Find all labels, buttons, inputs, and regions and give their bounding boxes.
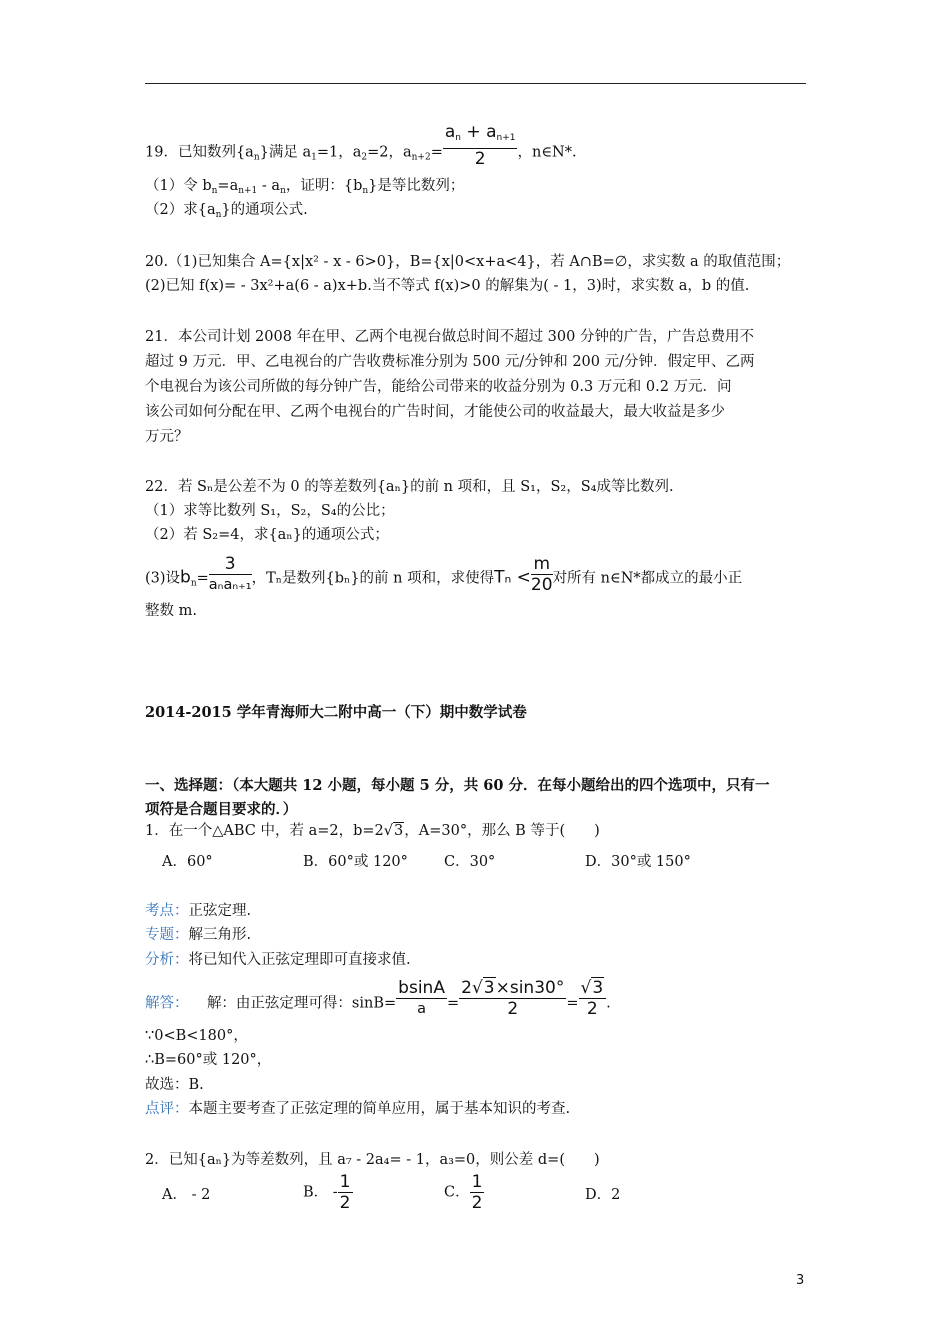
q21-line: 万元？ (145, 429, 189, 445)
q20-line1: 20.（1)已知集合 A={x|x² - x - 6>0}，B={x|0<x+a<4}，若 A∩B=∅，求实数 a 的取值范围； (145, 254, 791, 270)
mq2-option-d: D．2 (585, 1187, 621, 1203)
mq1-option-a: A．60° (162, 854, 213, 870)
header-rule (145, 83, 806, 84)
mq1-option-c: C．30° (444, 854, 496, 870)
q21-line: 超过 9 万元．甲、乙电视台的广告收费标准分别为 500 元/分钟和 200 元/分钟．假定甲、乙两 (145, 354, 755, 370)
section-header: 项符是合题目要求的．） (145, 801, 298, 818)
mq2-option-c: C． $\frac{1}{2}$ (444, 1172, 483, 1213)
mq1-step: ∴B=60°或 120°， (145, 1052, 272, 1068)
q19-part1: （1）令 $b_n=a_{n+1} - a_n$，证明：$\{b_n\}$是等比数列； (145, 178, 465, 196)
mq1-option-b: B．60°或 120° (303, 854, 408, 870)
section-header: 一、选择题：（本大题共 12 小题，每小题 5 分，共 60 分．在每小题给出的四个选项中，只有一 (145, 777, 770, 794)
mq1-dianping: 点评：本题主要考查了正弦定理的简单应用，属于基本知识的考查. (145, 1101, 571, 1117)
q22-part3: (3)设$b_n=$ $\frac{3}{\text{aₙaₙ₊₁}}$ ，Tₙ是数列{bₙ}的前 n 项和，求使得Tₙ < $\frac{m}{20}$ 对所有 n∈N*都成立的最小正 (145, 554, 743, 595)
q20-line2: (2)已知 f(x)= - 3x²+a(6 - a)x+b.当不等式 f(x)>0 的解集为( - 1，3)时，求实数 a，b 的值. (145, 278, 750, 294)
mq1-zhuanti: 专题：解三角形. (145, 927, 252, 943)
mq1-step: 故选：B. (145, 1077, 204, 1093)
mq1-fraction-3: $\frac{√3}{2}$ (579, 978, 607, 1019)
mq1-kaodian: 考点：正弦定理. (145, 903, 252, 919)
q22-part1: （1）求等比数列 S₁，S₂，S₄的公比； (145, 503, 395, 519)
mq1-jieda: 解答： 解：由正弦定理可得：sinB= $\frac{bsinA}{a}$ = $\frac{2√3\times\sin 30^\circ}{2}$ = $\frac{√3}{2}$ . (145, 978, 611, 1019)
mq1-fraction-1: $\frac{bsinA}{a}$ (398, 978, 445, 1017)
mq1-fenxi: 分析：将已知代入正弦定理即可直接求值. (145, 952, 411, 968)
mq1-fraction-2: $\frac{2√3\times\sin 30^\circ}{2}$ (461, 978, 565, 1019)
mq1-step: ∵0<B<180°， (145, 1028, 248, 1044)
q22-b-fraction: $\frac{3}{\text{aₙaₙ₊₁}}$ (208, 554, 252, 593)
mq2-option-b: B． - $\frac{1}{2}$ (303, 1172, 351, 1213)
page-number: 3 (796, 1273, 805, 1288)
q19-part2: （2）求$\{a_n\}$的通项公式. (145, 202, 308, 220)
q22-part3-cont: 整数 m. (145, 603, 197, 619)
exam-title: 2014-2015 学年青海师大二附中高一（下）期中数学试卷 (145, 704, 527, 721)
mq2-stem: 2．已知{aₙ}为等差数列，且 a₇ - 2a₄= - 1，a₃=0，则公差 d=( ) (145, 1152, 600, 1168)
q21-line: 21．本公司计划 2008 年在甲、乙两个电视台做总时间不超过 300 分钟的广告，广告总费用不 (145, 329, 754, 345)
q19-fraction: $\frac{a_n + a_{n+1}}{2}$ (444, 122, 516, 169)
q22-part2: （2）若 S₂=4，求{aₙ}的通项公式； (145, 527, 389, 543)
q21-line: 个电视台为该公司所做的每分钟广告，能给公司带来的收益分别为 0.3 万元和 0.2 万元．问 (145, 379, 732, 395)
mq2-option-a: A． - 2 (162, 1187, 211, 1203)
q21-line: 该公司如何分配在甲、乙两个电视台的广告时间，才能使公司的收益最大，最大收益是多少 (145, 404, 725, 420)
q22-m-fraction: $\frac{m}{20}$ (530, 554, 553, 595)
mq1-option-d: D．30°或 150° (585, 854, 691, 870)
mq1-stem: 1．在一个△ABC 中，若 a=2，b=2√3，A=30°，那么 B 等于( ) (145, 823, 600, 839)
q22-stem: 22．若 Sₙ是公差不为 0 的等差数列{aₙ}的前 n 项和，且 S₁，S₂，S₄成等比数列. (145, 479, 674, 495)
q19-stem: 19．已知数列$\{a_n\}$满足 $a_1=1$，$a_2=2$，$a_{n+2}=$ $\frac{a_n + a_{n+1}}{2}$ ，n∈N*. (145, 122, 577, 169)
